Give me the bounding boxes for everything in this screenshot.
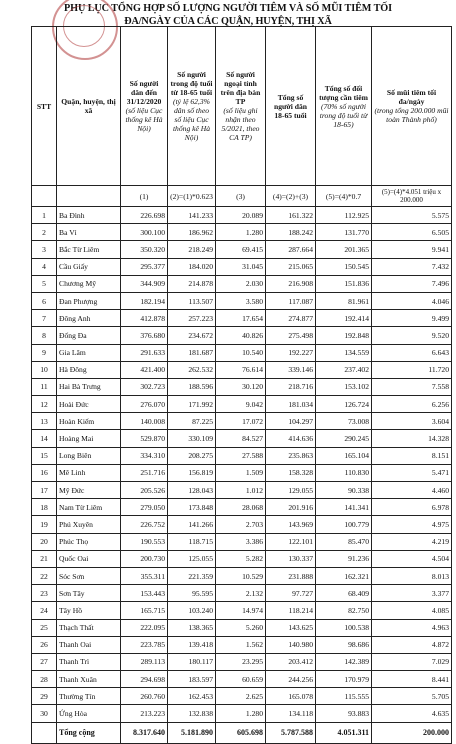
row-outside: 84.527 — [216, 430, 266, 447]
row-population: 226.752 — [121, 516, 168, 533]
row-total-18-65: 97.727 — [266, 585, 316, 602]
row-population-18-65: 156.819 — [168, 464, 216, 481]
total-target: 4.051.311 — [316, 722, 372, 743]
row-stt: 22 — [32, 567, 57, 584]
row-target: 91.236 — [316, 550, 372, 567]
table-row — [32, 653, 452, 670]
row-population-18-65: 173.848 — [168, 499, 216, 516]
row-doses: 4.046 — [372, 292, 452, 309]
row-district: Hà Đông — [57, 361, 121, 378]
table-row — [32, 413, 452, 430]
row-target: 141.341 — [316, 499, 372, 516]
title-line-2: ĐA/NGÀY CỦA CÁC QUẬN, HUYỆN, THỊ XÃ — [124, 16, 332, 27]
table-row — [32, 207, 452, 224]
row-population-18-65: 139.418 — [168, 636, 216, 653]
row-stt: 16 — [32, 464, 57, 481]
row-outside: 2.703 — [216, 516, 266, 533]
row-district: Thanh Trì — [57, 653, 121, 670]
formula-row — [32, 186, 452, 207]
row-district: Ba Vì — [57, 224, 121, 241]
table-row — [32, 241, 452, 258]
row-outside: 2.030 — [216, 275, 266, 292]
row-outside: 1.012 — [216, 482, 266, 499]
row-district: Sơn Tây — [57, 585, 121, 602]
row-outside: 1.562 — [216, 636, 266, 653]
row-stt: 23 — [32, 585, 57, 602]
row-population-18-65: 262.532 — [168, 361, 216, 378]
row-total-18-65: 216.908 — [266, 275, 316, 292]
header-population: Số người dân đến 31/12/2020 (số liệu Cục thống kê Hà Nội) — [121, 27, 168, 186]
row-stt: 15 — [32, 447, 57, 464]
row-population-18-65: 103.240 — [168, 602, 216, 619]
row-district: Hai Bà Trưng — [57, 378, 121, 395]
row-doses: 5.575 — [372, 207, 452, 224]
row-doses: 7.029 — [372, 653, 452, 670]
row-total-18-65: 235.863 — [266, 447, 316, 464]
table-row — [32, 258, 452, 275]
table-row — [32, 705, 452, 722]
row-population: 291.633 — [121, 344, 168, 361]
row-doses: 4.635 — [372, 705, 452, 722]
row-district: Mỹ Đức — [57, 482, 121, 499]
total-population-18-65: 5.181.890 — [168, 722, 216, 743]
row-district: Ứng Hòa — [57, 705, 121, 722]
formula-5: (5)=(4)*0.7 — [316, 186, 372, 207]
row-total-18-65: 165.078 — [266, 688, 316, 705]
row-outside: 69.415 — [216, 241, 266, 258]
row-population: 182.194 — [121, 292, 168, 309]
row-outside: 3.386 — [216, 533, 266, 550]
formula-6: (5)=(4)*4.051 triệu x 200.000 — [372, 186, 452, 207]
row-outside: 28.068 — [216, 499, 266, 516]
formula-2: (2)=(1)*0.623 — [168, 186, 216, 207]
row-district: Thạch Thất — [57, 619, 121, 636]
row-population-18-65: 183.597 — [168, 671, 216, 688]
table-row — [32, 585, 452, 602]
row-stt: 13 — [32, 413, 57, 430]
row-population-18-65: 330.109 — [168, 430, 216, 447]
row-target: 165.104 — [316, 447, 372, 464]
row-total-18-65: 414.636 — [266, 430, 316, 447]
row-target: 170.979 — [316, 671, 372, 688]
row-total-18-65: 140.980 — [266, 636, 316, 653]
row-target: 153.102 — [316, 378, 372, 395]
row-stt: 11 — [32, 378, 57, 395]
row-population-18-65: 118.715 — [168, 533, 216, 550]
row-district: Gia Lâm — [57, 344, 121, 361]
row-district: Tây Hồ — [57, 602, 121, 619]
table-row — [32, 602, 452, 619]
row-total-18-65: 203.412 — [266, 653, 316, 670]
row-stt: 18 — [32, 499, 57, 516]
row-population: 334.310 — [121, 447, 168, 464]
row-outside: 27.588 — [216, 447, 266, 464]
row-population-18-65: 186.962 — [168, 224, 216, 241]
formula-3: (3) — [216, 186, 266, 207]
row-population: 344.909 — [121, 275, 168, 292]
total-doses: 200.000 — [372, 722, 452, 743]
row-stt: 9 — [32, 344, 57, 361]
row-target: 131.770 — [316, 224, 372, 241]
row-doses: 6.505 — [372, 224, 452, 241]
row-population: 355.311 — [121, 567, 168, 584]
total-population: 8.317.640 — [121, 722, 168, 743]
row-population-18-65: 184.020 — [168, 258, 216, 275]
row-target: 162.321 — [316, 567, 372, 584]
row-total-18-65: 134.118 — [266, 705, 316, 722]
row-target: 112.925 — [316, 207, 372, 224]
row-district: Thanh Oai — [57, 636, 121, 653]
row-target: 192.414 — [316, 310, 372, 327]
row-population: 279.050 — [121, 499, 168, 516]
row-population: 412.878 — [121, 310, 168, 327]
table-row — [32, 344, 452, 361]
row-population: 223.785 — [121, 636, 168, 653]
row-total-18-65: 129.055 — [266, 482, 316, 499]
row-population-18-65: 132.838 — [168, 705, 216, 722]
row-population: 165.715 — [121, 602, 168, 619]
row-population: 295.377 — [121, 258, 168, 275]
row-doses: 4.963 — [372, 619, 452, 636]
row-outside: 3.580 — [216, 292, 266, 309]
row-total-18-65: 118.214 — [266, 602, 316, 619]
row-stt: 19 — [32, 516, 57, 533]
row-target: 68.409 — [316, 585, 372, 602]
row-target: 115.555 — [316, 688, 372, 705]
row-stt: 6 — [32, 292, 57, 309]
row-doses: 9.941 — [372, 241, 452, 258]
row-doses: 11.720 — [372, 361, 452, 378]
row-stt: 7 — [32, 310, 57, 327]
row-population: 289.113 — [121, 653, 168, 670]
row-target: 142.389 — [316, 653, 372, 670]
row-doses: 4.460 — [372, 482, 452, 499]
row-district: Hoài Đức — [57, 396, 121, 413]
row-outside: 17.654 — [216, 310, 266, 327]
row-population: 376.680 — [121, 327, 168, 344]
row-population-18-65: 125.055 — [168, 550, 216, 567]
total-label: Tổng cộng — [57, 722, 121, 743]
row-population: 529.870 — [121, 430, 168, 447]
row-total-18-65: 275.498 — [266, 327, 316, 344]
row-district: Sóc Sơn — [57, 567, 121, 584]
table-row — [32, 224, 452, 241]
row-total-18-65: 192.227 — [266, 344, 316, 361]
header-outside-residents: Số người ngoại tỉnh trên địa bàn TP (số liệu ghi nhận theo 5/2021, theo CA TP) — [216, 27, 266, 186]
row-doses: 14.328 — [372, 430, 452, 447]
row-target: 126.724 — [316, 396, 372, 413]
row-district: Đống Đa — [57, 327, 121, 344]
row-stt: 29 — [32, 688, 57, 705]
table-row — [32, 482, 452, 499]
row-doses: 8.441 — [372, 671, 452, 688]
row-target: 100.538 — [316, 619, 372, 636]
row-total-18-65: 188.242 — [266, 224, 316, 241]
row-doses: 9.499 — [372, 310, 452, 327]
row-doses: 7.496 — [372, 275, 452, 292]
row-district: Đan Phượng — [57, 292, 121, 309]
row-stt: 12 — [32, 396, 57, 413]
row-total-18-65: 117.087 — [266, 292, 316, 309]
row-population-18-65: 87.225 — [168, 413, 216, 430]
header-district: Quận, huyện, thị xã — [57, 27, 121, 186]
table-row — [32, 310, 452, 327]
row-total-18-65: 122.101 — [266, 533, 316, 550]
table-row — [32, 396, 452, 413]
row-district: Hoàn Kiếm — [57, 413, 121, 430]
row-total-18-65: 244.256 — [266, 671, 316, 688]
row-outside: 5.260 — [216, 619, 266, 636]
row-total-18-65: 201.916 — [266, 499, 316, 516]
total-row — [32, 722, 452, 743]
row-population-18-65: 141.233 — [168, 207, 216, 224]
row-total-18-65: 143.625 — [266, 619, 316, 636]
row-stt: 4 — [32, 258, 57, 275]
row-doses: 3.377 — [372, 585, 452, 602]
table-row — [32, 516, 452, 533]
row-doses: 8.151 — [372, 447, 452, 464]
row-total-18-65: 181.034 — [266, 396, 316, 413]
table-row — [32, 688, 452, 705]
row-outside: 31.045 — [216, 258, 266, 275]
row-total-18-65: 231.888 — [266, 567, 316, 584]
table-row — [32, 550, 452, 567]
row-total-18-65: 158.328 — [266, 464, 316, 481]
row-population-18-65: 128.043 — [168, 482, 216, 499]
row-population-18-65: 221.359 — [168, 567, 216, 584]
row-doses: 5.705 — [372, 688, 452, 705]
row-population-18-65: 141.266 — [168, 516, 216, 533]
row-outside: 20.089 — [216, 207, 266, 224]
row-district: Thanh Xuân — [57, 671, 121, 688]
row-doses: 6.256 — [372, 396, 452, 413]
row-population: 213.223 — [121, 705, 168, 722]
row-population-18-65: 188.596 — [168, 378, 216, 395]
row-population-18-65: 208.275 — [168, 447, 216, 464]
table-row — [32, 464, 452, 481]
row-district: Ba Đình — [57, 207, 121, 224]
row-population-18-65: 234.672 — [168, 327, 216, 344]
row-population: 153.443 — [121, 585, 168, 602]
row-doses: 6.643 — [372, 344, 452, 361]
row-population: 421.400 — [121, 361, 168, 378]
row-outside: 17.072 — [216, 413, 266, 430]
row-target: 134.559 — [316, 344, 372, 361]
row-stt: 21 — [32, 550, 57, 567]
row-outside: 5.282 — [216, 550, 266, 567]
title-line-1: PHỤ LỤC TỔNG HỢP SỐ LƯỢNG NGƯỜI TIÊM VÀ SỐ MŨI TIÊM TỐI — [64, 3, 392, 14]
row-population-18-65: 180.117 — [168, 653, 216, 670]
table-header-row — [32, 27, 452, 186]
row-outside: 14.974 — [216, 602, 266, 619]
row-total-18-65: 274.877 — [266, 310, 316, 327]
row-target: 82.750 — [316, 602, 372, 619]
table-row — [32, 378, 452, 395]
table-row — [32, 567, 452, 584]
table-row — [32, 447, 452, 464]
row-outside: 76.614 — [216, 361, 266, 378]
row-population: 251.716 — [121, 464, 168, 481]
formula-4: (4)=(2)+(3) — [266, 186, 316, 207]
table-row — [32, 327, 452, 344]
row-district: Thường Tín — [57, 688, 121, 705]
row-outside: 2.132 — [216, 585, 266, 602]
row-doses: 5.471 — [372, 464, 452, 481]
row-district: Quốc Oai — [57, 550, 121, 567]
row-doses: 4.975 — [372, 516, 452, 533]
row-total-18-65: 161.322 — [266, 207, 316, 224]
table-row — [32, 499, 452, 516]
row-outside: 60.659 — [216, 671, 266, 688]
row-total-18-65: 218.716 — [266, 378, 316, 395]
row-doses: 4.219 — [372, 533, 452, 550]
table-row — [32, 361, 452, 378]
row-stt: 10 — [32, 361, 57, 378]
header-population-18-65: Số người trong độ tuổi từ 18-65 tuổi (tỷ lệ 62,3% dân số theo số liệu Cục thống kê Hà Nội) — [168, 27, 216, 186]
row-stt: 14 — [32, 430, 57, 447]
row-stt: 5 — [32, 275, 57, 292]
table-row — [32, 619, 452, 636]
row-population: 350.320 — [121, 241, 168, 258]
row-target: 81.961 — [316, 292, 372, 309]
row-stt: 2 — [32, 224, 57, 241]
row-stt: 25 — [32, 619, 57, 636]
row-doses: 7.558 — [372, 378, 452, 395]
row-target: 93.883 — [316, 705, 372, 722]
row-population: 260.760 — [121, 688, 168, 705]
row-population-18-65: 171.992 — [168, 396, 216, 413]
row-population-18-65: 162.453 — [168, 688, 216, 705]
row-outside: 9.042 — [216, 396, 266, 413]
table-row — [32, 275, 452, 292]
row-total-18-65: 143.969 — [266, 516, 316, 533]
row-doses: 3.604 — [372, 413, 452, 430]
row-district: Phú Xuyên — [57, 516, 121, 533]
row-population-18-65: 113.507 — [168, 292, 216, 309]
row-district: Mê Linh — [57, 464, 121, 481]
row-doses: 4.872 — [372, 636, 452, 653]
row-outside: 2.625 — [216, 688, 266, 705]
row-target: 290.245 — [316, 430, 372, 447]
row-outside: 1.280 — [216, 224, 266, 241]
row-district: Cầu Giấy — [57, 258, 121, 275]
total-outside: 605.698 — [216, 722, 266, 743]
table-row — [32, 533, 452, 550]
row-total-18-65: 130.337 — [266, 550, 316, 567]
row-target: 151.836 — [316, 275, 372, 292]
row-target: 110.830 — [316, 464, 372, 481]
row-outside: 23.295 — [216, 653, 266, 670]
row-stt: 3 — [32, 241, 57, 258]
row-population: 222.095 — [121, 619, 168, 636]
row-district: Bắc Từ Liêm — [57, 241, 121, 258]
row-stt: 26 — [32, 636, 57, 653]
row-total-18-65: 339.146 — [266, 361, 316, 378]
row-population: 276.070 — [121, 396, 168, 413]
table-row — [32, 292, 452, 309]
row-population: 205.526 — [121, 482, 168, 499]
row-target: 100.779 — [316, 516, 372, 533]
row-stt: 24 — [32, 602, 57, 619]
row-district: Chương Mỹ — [57, 275, 121, 292]
row-total-18-65: 215.065 — [266, 258, 316, 275]
row-doses: 9.520 — [372, 327, 452, 344]
row-stt: 20 — [32, 533, 57, 550]
row-target: 237.402 — [316, 361, 372, 378]
row-doses: 7.432 — [372, 258, 452, 275]
row-doses: 4.085 — [372, 602, 452, 619]
row-population: 226.698 — [121, 207, 168, 224]
row-population: 302.723 — [121, 378, 168, 395]
row-population-18-65: 218.249 — [168, 241, 216, 258]
row-population: 300.100 — [121, 224, 168, 241]
row-target: 201.365 — [316, 241, 372, 258]
row-target: 98.686 — [316, 636, 372, 653]
row-population: 294.698 — [121, 671, 168, 688]
total-18-65: 5.787.588 — [266, 722, 316, 743]
row-stt: 1 — [32, 207, 57, 224]
row-outside: 10.529 — [216, 567, 266, 584]
row-target: 85.470 — [316, 533, 372, 550]
row-target: 90.338 — [316, 482, 372, 499]
row-target: 73.008 — [316, 413, 372, 430]
row-total-18-65: 287.664 — [266, 241, 316, 258]
row-population: 200.730 — [121, 550, 168, 567]
row-outside: 40.826 — [216, 327, 266, 344]
row-stt: 30 — [32, 705, 57, 722]
row-doses: 8.013 — [372, 567, 452, 584]
row-district: Nam Từ Liêm — [57, 499, 121, 516]
row-outside: 30.120 — [216, 378, 266, 395]
row-outside: 1.509 — [216, 464, 266, 481]
row-population-18-65: 138.365 — [168, 619, 216, 636]
header-total-18-65: Tổng số người dân 18-65 tuổi — [266, 27, 316, 186]
formula-1: (1) — [121, 186, 168, 207]
row-population-18-65: 95.595 — [168, 585, 216, 602]
row-stt: 8 — [32, 327, 57, 344]
row-outside: 1.280 — [216, 705, 266, 722]
header-doses: Số mũi tiêm tối đa/ngày (trong tổng 200.000 mũi toàn Thành phố) — [372, 27, 452, 186]
row-district: Hoàng Mai — [57, 430, 121, 447]
row-population: 140.008 — [121, 413, 168, 430]
row-outside: 10.540 — [216, 344, 266, 361]
header-stt: STT — [32, 27, 57, 186]
table-row — [32, 636, 452, 653]
row-stt: 27 — [32, 653, 57, 670]
row-total-18-65: 104.297 — [266, 413, 316, 430]
table-row — [32, 430, 452, 447]
row-target: 150.545 — [316, 258, 372, 275]
row-stt: 28 — [32, 671, 57, 688]
row-doses: 6.978 — [372, 499, 452, 516]
row-doses: 4.504 — [372, 550, 452, 567]
header-target: Tổng số đối tượng cần tiêm (70% số người trong độ tuổi từ 18-65) — [316, 27, 372, 186]
row-population-18-65: 214.878 — [168, 275, 216, 292]
row-population: 190.553 — [121, 533, 168, 550]
table-row — [32, 671, 452, 688]
vaccination-table — [31, 26, 452, 744]
row-target: 192.848 — [316, 327, 372, 344]
row-district: Phúc Thọ — [57, 533, 121, 550]
row-district: Long Biên — [57, 447, 121, 464]
row-stt: 17 — [32, 482, 57, 499]
row-district: Đông Anh — [57, 310, 121, 327]
row-population-18-65: 257.223 — [168, 310, 216, 327]
row-population-18-65: 181.687 — [168, 344, 216, 361]
